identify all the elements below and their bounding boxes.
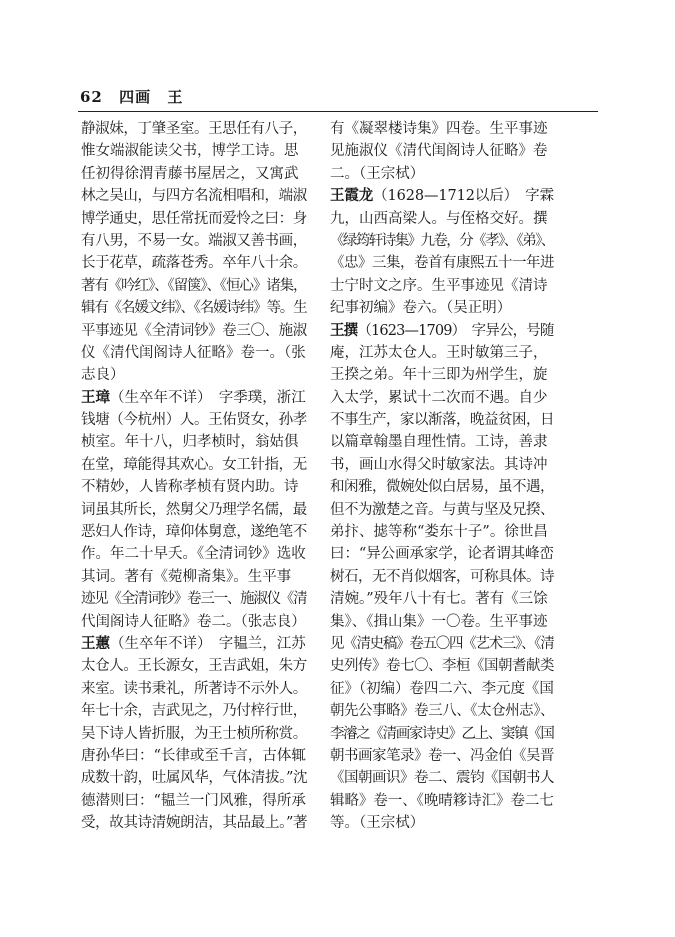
text-line: [330, 767, 554, 789]
line-text: 和闲雅，微婉处似白居易，虽不遇，: [330, 479, 554, 496]
text-line: [330, 364, 554, 386]
text-line: [330, 140, 554, 162]
line-text: 弟抃、摅等称“娄东十子”。徐世昌: [330, 524, 548, 541]
line-text: 惟女端淑能读父书，博学工诗。思: [81, 143, 299, 160]
line-text: 纪事初编》卷六。（吴正明）: [330, 300, 512, 317]
line-text: 见《清史稿》卷五〇四《艺术三》、《清: [330, 635, 554, 652]
text-line: [330, 499, 554, 521]
line-text: 吴下诗人皆折服，为王士桢所称赏。: [81, 725, 307, 742]
line-text: 德潜则曰：“韫兰一门风雅，得所承: [81, 792, 306, 809]
text-line: [81, 700, 307, 722]
line-text: 不精妙，人皆称孝桢有贤内助。诗: [81, 479, 299, 496]
line-text: 朝先公事略》卷三八、《太仓州志》、: [330, 703, 555, 720]
line-text: 年七十余，吉武见之，乃付梓行世，: [81, 703, 307, 720]
text-line: [330, 297, 554, 319]
text-line: [81, 543, 307, 565]
text-line: [330, 387, 554, 409]
line-text: 二。（王宗栻）: [330, 165, 425, 182]
line-text: 朝书画家笔录》卷一、冯金伯《吴晋: [330, 747, 554, 764]
text-line: [330, 745, 554, 767]
surname-label: 王: [167, 88, 184, 106]
text-line: [81, 566, 307, 588]
text-line: [330, 543, 554, 565]
text-line: [81, 499, 307, 521]
text-line: [330, 320, 554, 342]
line-text: （1628—1712以后） 字霖: [373, 188, 554, 205]
text-line: [81, 185, 307, 207]
text-line: [81, 163, 307, 185]
text-line: [81, 342, 307, 364]
text-line: [81, 297, 307, 319]
line-text: 清婉。”殁年八十有七。著有《三馀: [330, 591, 548, 608]
line-text: 见施淑仪《清代闺阁诗人征略》卷: [330, 143, 548, 160]
line-text: 志良）: [81, 367, 125, 384]
line-text: 树石，无不肖似烟客，可称具体。诗: [330, 568, 554, 585]
text-line: [81, 409, 307, 431]
text-line: [81, 588, 307, 610]
text-line: [330, 275, 554, 297]
line-text: 作。年二十早夭。《全清词钞》选收: [81, 546, 306, 563]
line-text: 辑有《名媛文纬》、《名媛诗纬》等。生: [81, 300, 307, 317]
text-line: [81, 767, 307, 789]
line-text: 恶妇人作诗，璋仰体舅意，遂绝笔不: [81, 524, 307, 541]
text-line: [81, 140, 307, 162]
text-line: [330, 700, 554, 722]
line-text: 著有《吟红》、《留箧》、《恒心》诸集，: [81, 277, 307, 294]
text-line: [81, 678, 307, 700]
text-line: [330, 230, 554, 252]
line-text: 代闺阁诗人征略》卷二。（张志良）: [81, 613, 306, 630]
line-text: 《绿筠轩诗集》九卷，分《孝》、《弟》、: [330, 232, 554, 249]
text-line: [81, 745, 307, 767]
text-line: [330, 633, 554, 655]
text-line: [81, 252, 307, 274]
line-text: 迹见《全清词钞》卷三一、施淑仪《清: [81, 591, 307, 608]
line-text: 《国朝画识》卷二、震钧《国朝书人: [330, 770, 554, 787]
line-text: 集》、《揖山集》一〇卷。生平事迹: [330, 613, 548, 630]
text-line: [81, 723, 307, 745]
text-line: [81, 790, 307, 812]
text-line: [330, 521, 554, 543]
line-text: 九，山西高梁人。与侄格交好。撰: [330, 210, 548, 227]
entry-headword: 王蕙: [81, 634, 110, 652]
header-rule: [78, 111, 598, 112]
text-line: [330, 588, 554, 610]
line-text: 庵，江苏太仓人。王时敏第三子，: [330, 344, 548, 361]
text-line: [81, 275, 307, 297]
line-text: 受，故其诗清婉朗洁，其品最上。”著: [81, 815, 308, 832]
line-text: 有《凝翠楼诗集》四卷。生平事迹: [330, 121, 548, 137]
text-line: [330, 185, 554, 207]
line-text: 太仓人。王长源女，王吉武姐，朱方: [81, 658, 307, 675]
text-line: [330, 566, 554, 588]
line-text: 词虽其所长，然舅父乃理学名儒，最: [81, 501, 307, 518]
line-text: 成数十韵，吐属风华，气体清拔。”沈: [81, 770, 308, 787]
line-text: 有八男，不易一女。端淑又善书画，: [81, 232, 307, 249]
text-line: [81, 118, 307, 140]
line-text: 来室。读书秉礼，所著诗不示外人。: [81, 680, 307, 697]
page-header: [80, 86, 595, 107]
line-text: 入太学，累试十二次而不遇。自少: [330, 389, 548, 406]
line-text: 桢室。年十八，归孝桢时，翁姑俱: [81, 434, 299, 451]
line-text: 唐孙华曰：“长律或至千言，古体辄: [81, 747, 306, 764]
line-text: 平事迹见《全清词钞》卷三〇、施淑: [81, 322, 307, 339]
line-text: 史列传》卷七〇、李桓《国朝耆献类: [330, 658, 554, 675]
text-line: [81, 387, 307, 409]
text-line: [81, 476, 307, 498]
text-line: [330, 163, 554, 185]
line-text: 李濬之《清画家诗史》乙上、窦镇《国: [330, 725, 554, 742]
right-column: [330, 118, 554, 835]
line-text: 博学通史，思任常抚而爱怜之曰：身: [81, 210, 307, 227]
text-line: [330, 790, 554, 812]
text-line: [330, 431, 554, 453]
line-text: 长于花草，疏落苍秀。卒年八十余。: [81, 255, 307, 272]
text-line: [81, 521, 307, 543]
left-column: [81, 118, 307, 835]
entry-headword: 王霞龙: [330, 187, 374, 205]
line-text: 士宁时文之序。生平事迹见《清诗: [330, 277, 548, 294]
line-text: 征》（初编）卷四二六、李元度《国: [330, 680, 554, 697]
text-line: [330, 118, 554, 140]
line-text: 钱塘（今杭州）人。王佑贤女，孙孝: [81, 412, 307, 429]
text-line: [81, 812, 307, 834]
line-text: （生卒年不详） 字韫兰，江苏: [110, 635, 306, 652]
entry-headword: 王撰: [330, 321, 358, 339]
text-line: [330, 252, 554, 274]
line-text: 仪《清代闺阁诗人征略》卷一。（张: [81, 344, 306, 361]
text-line: [81, 454, 307, 476]
text-line: [330, 208, 554, 230]
line-text: 等。（王宗栻）: [330, 815, 425, 832]
text-line: [330, 342, 554, 364]
line-text: 不事生产，家以渐落，晚益贫困，日: [330, 412, 554, 429]
text-line: [81, 655, 307, 677]
text-line: [81, 431, 307, 453]
text-line: [81, 208, 307, 230]
entry-headword: 王璋: [81, 388, 110, 406]
line-text: 辑略》卷一、《晚晴簃诗汇》卷二七: [330, 792, 554, 809]
text-line: [330, 409, 554, 431]
text-line: [330, 655, 554, 677]
line-text: 曰：“异公画承家学，论者谓其峰峦: [330, 546, 554, 563]
line-text: 任初得徐渭青藤书屋居之，又寓武: [81, 165, 299, 182]
line-text: 静淑妹，丁肇圣室。王思任有八子，: [81, 121, 307, 137]
line-text: 其词。著有《菀柳斋集》。生平事: [81, 568, 292, 585]
line-text: （生卒年不详） 字季璞，浙江: [110, 389, 306, 406]
text-line: [330, 476, 554, 498]
page-number: 62: [80, 88, 103, 106]
text-line: [81, 364, 307, 386]
line-text: 在堂，璋能得其欢心。女工针指，无: [81, 456, 307, 473]
text-line: [81, 611, 307, 633]
line-text: 王揆之弟。年十三即为州学生，旋: [330, 367, 548, 384]
line-text: 但不为激楚之音。与黄与坚及兄揆、: [330, 501, 554, 518]
text-line: [81, 633, 307, 655]
line-text: （1623—1709） 字异公，号随: [357, 322, 554, 339]
text-line: [330, 678, 554, 700]
section-label: 四画: [119, 88, 152, 106]
text-line: [330, 723, 554, 745]
line-text: 以篇章翰墨自理性情。工诗，善隶: [330, 434, 548, 451]
text-line: [330, 812, 554, 834]
line-text: 书，画山水得父时敏家法。其诗冲: [330, 456, 548, 473]
text-line: [330, 454, 554, 476]
text-line: [330, 611, 554, 633]
text-line: [81, 320, 307, 342]
line-text: 《忠》三集，卷首有康熙五十一年进: [330, 255, 554, 272]
line-text: 林之吴山，与四方名流相唱和，端淑: [81, 188, 307, 205]
text-line: [81, 230, 307, 252]
